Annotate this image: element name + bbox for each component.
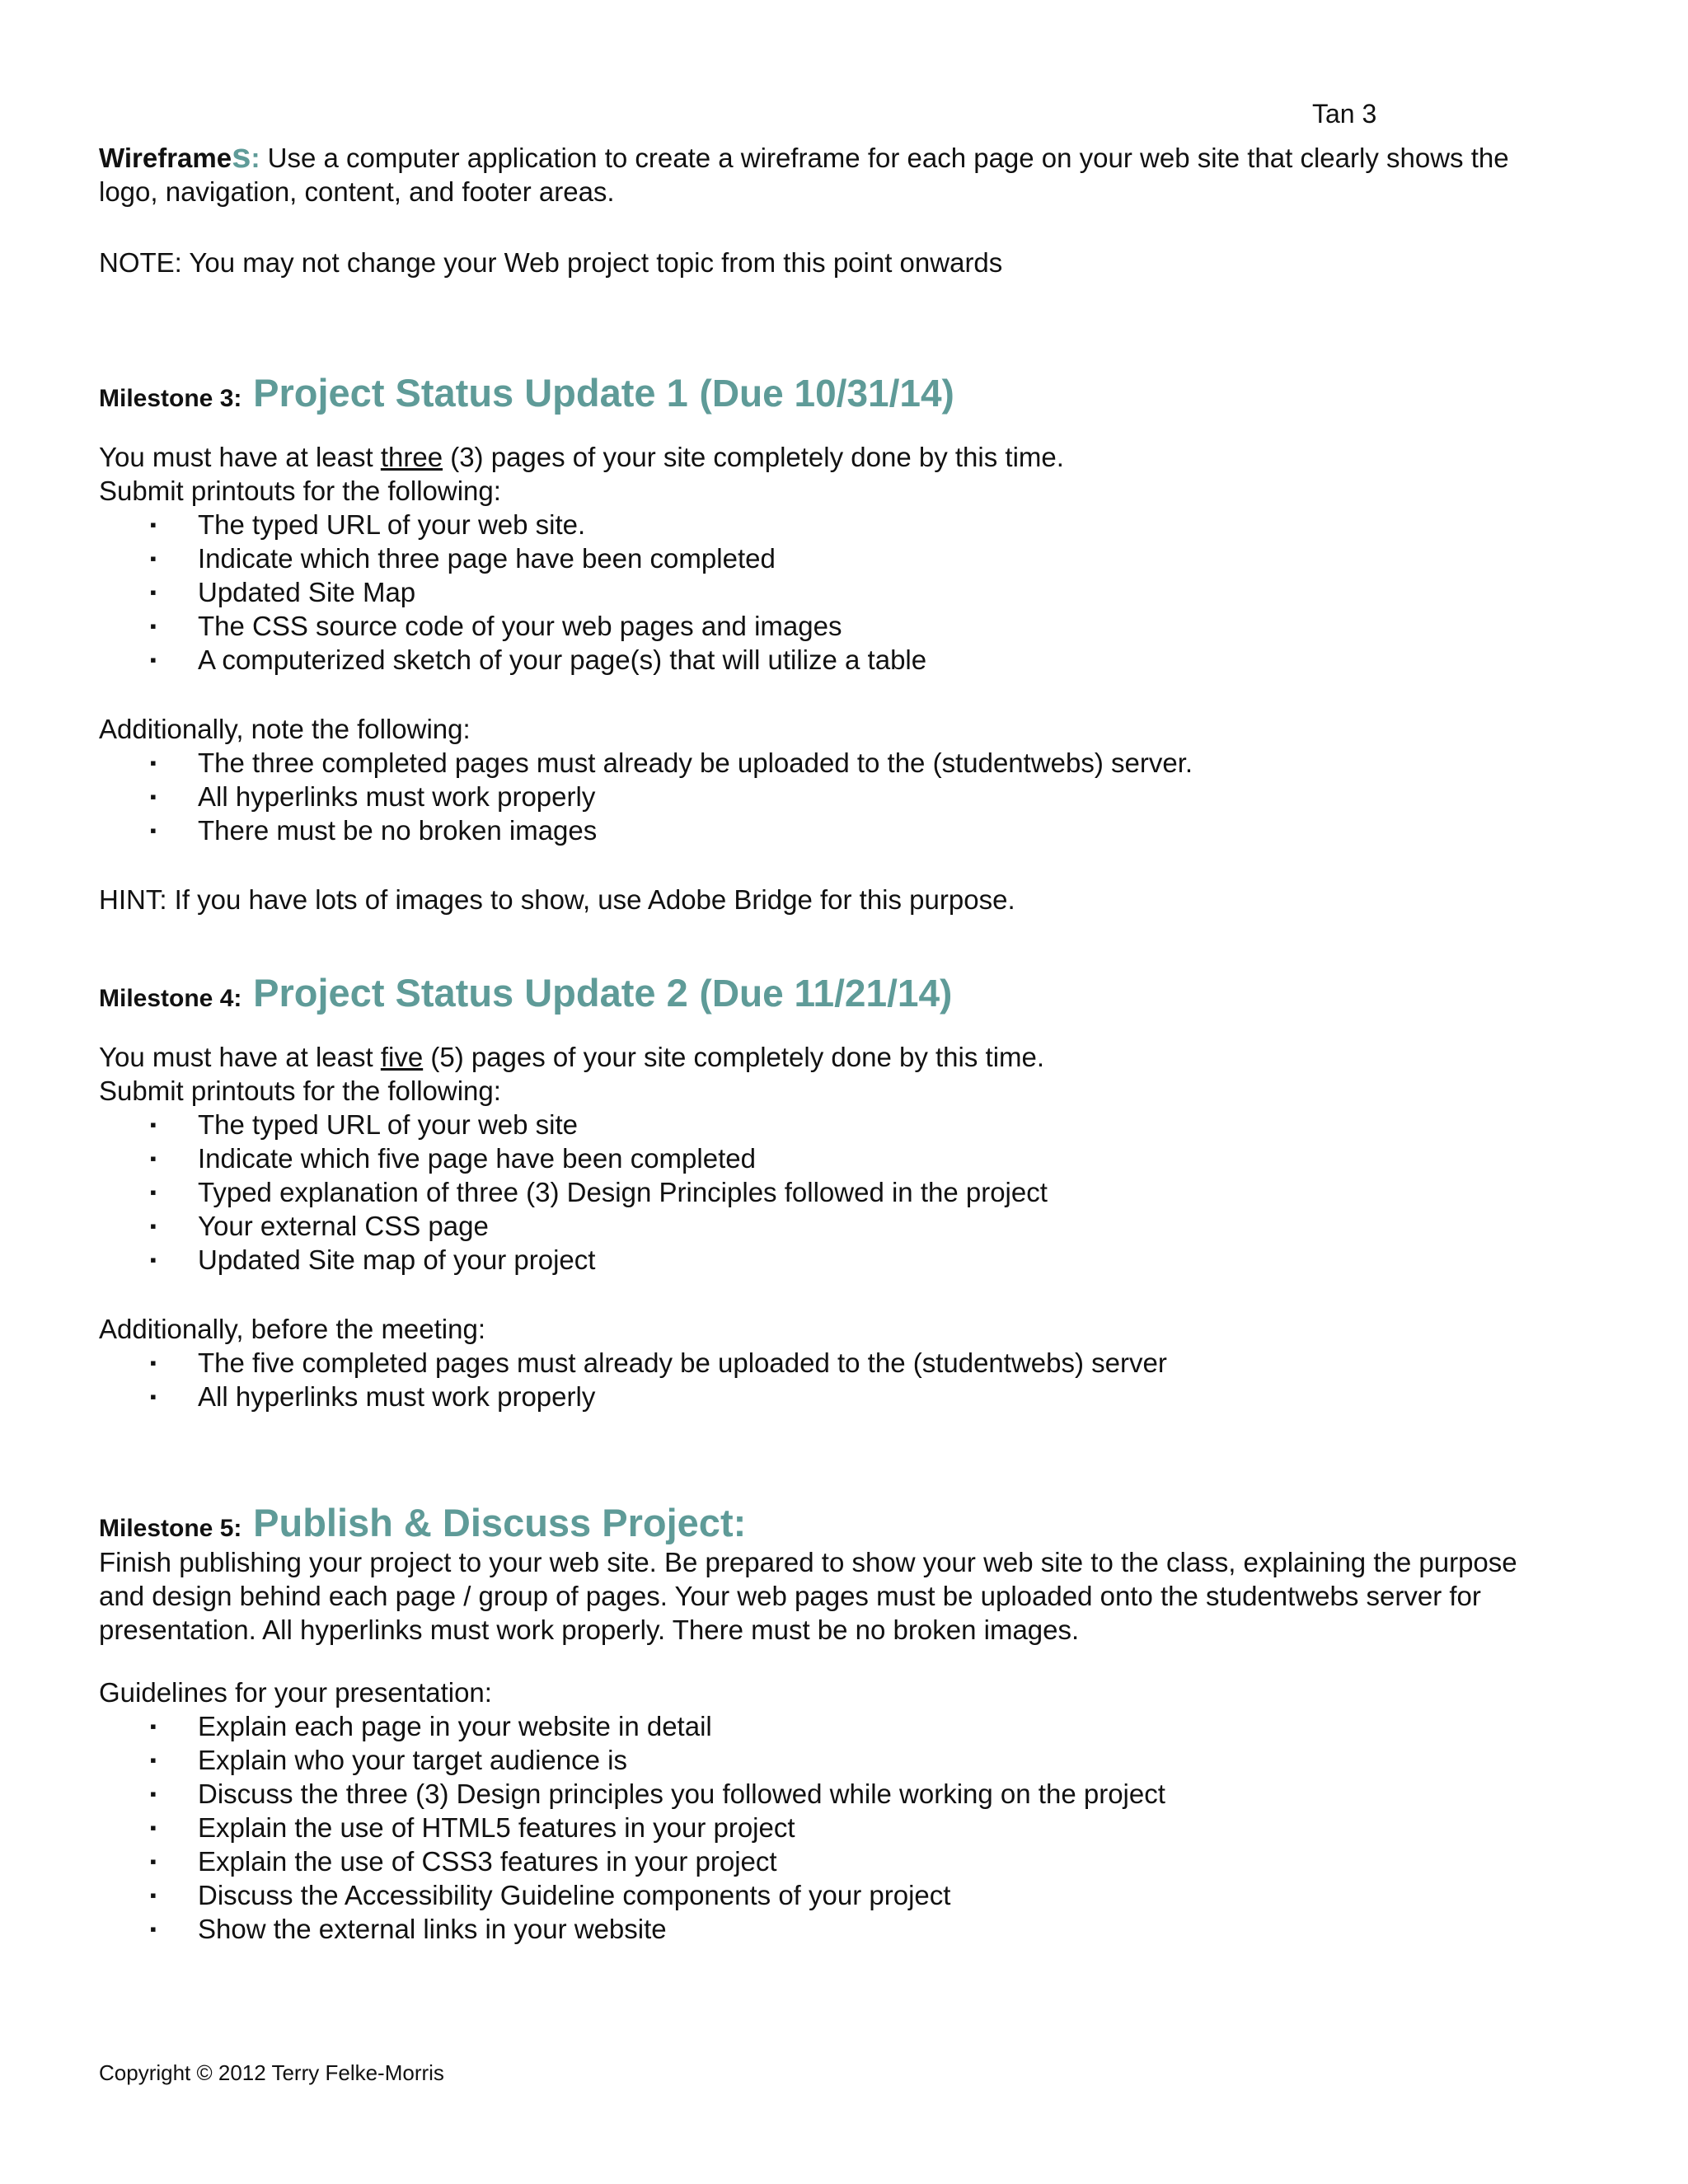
list-item-text: A computerized sketch of your page(s) that will utilize a table xyxy=(198,644,927,675)
milestone-3-label: Milestone 3: xyxy=(99,385,242,412)
bullet-icon: ▪ xyxy=(150,1783,157,1804)
copyright-footer: Copyright © 2012 Terry Felke-Morris xyxy=(99,2060,444,2085)
bullet-icon: ▪ xyxy=(150,1114,157,1135)
list-item xyxy=(150,1141,1550,1175)
wireframes-term xyxy=(99,136,251,175)
list-item-text: The typed URL of your web site. xyxy=(198,509,586,540)
milestone-5-label: Milestone 5: xyxy=(99,1515,242,1542)
milestone-4-heading xyxy=(99,971,1550,1015)
milestone-3-additional-label: Additionally, note the following: xyxy=(99,714,471,744)
milestone-4-submit-label: Submit printouts for the following: xyxy=(99,1076,501,1106)
wireframes-text: Use a computer application to create a wireframe for each page on your web site that clearly shows the logo, navigation, content, and footer areas. xyxy=(99,143,1509,207)
list-item xyxy=(150,575,1550,609)
list-item-text: Discuss the three (3) Design principles you followed while working on the project xyxy=(198,1779,1165,1809)
list-item-text: Updated Site map of your project xyxy=(198,1244,596,1275)
bullet-icon: ▪ xyxy=(150,1851,157,1872)
note-paragraph: NOTE: You may not change your Web project topic from this point onwards xyxy=(99,247,1003,278)
bullet-icon: ▪ xyxy=(150,820,157,841)
milestone-5-guidelines-list xyxy=(99,1709,1550,1946)
milestone-4-additional-label: Additionally, before the meeting: xyxy=(99,1314,486,1344)
milestone-3-hint: HINT: If you have lots of images to show, use Adobe Bridge for this purpose. xyxy=(99,884,1015,915)
list-item xyxy=(150,780,1550,813)
list-item xyxy=(150,813,1550,847)
milestone-4-due: (Due 11/21/14) xyxy=(699,972,953,1015)
list-item xyxy=(150,1380,1550,1413)
milestone-3-heading xyxy=(99,371,1550,415)
milestone-3-submit-list xyxy=(99,508,1550,677)
list-item xyxy=(150,746,1550,780)
m3-intro-emphasis: three xyxy=(380,442,443,472)
list-item-text: Show the external links in your website xyxy=(198,1914,667,1944)
list-item xyxy=(150,541,1550,575)
list-item xyxy=(150,1811,1550,1844)
bullet-icon: ▪ xyxy=(150,548,157,569)
bullet-icon: ▪ xyxy=(150,582,157,602)
bullet-icon: ▪ xyxy=(150,1386,157,1407)
bullet-icon: ▪ xyxy=(150,752,157,773)
list-item xyxy=(150,1912,1550,1946)
list-item xyxy=(150,643,1550,677)
page-number-header: Tan 3 xyxy=(1312,99,1377,129)
list-item xyxy=(150,508,1550,541)
list-item xyxy=(150,1175,1550,1209)
list-item-text: The CSS source code of your web pages and images xyxy=(198,611,842,641)
bullet-icon: ▪ xyxy=(150,1249,157,1270)
milestone-3-due: (Due 10/31/14) xyxy=(699,372,954,415)
list-item-text: Explain the use of CSS3 features in your project xyxy=(198,1846,777,1877)
bullet-icon: ▪ xyxy=(150,616,157,636)
list-item-text: Updated Site Map xyxy=(198,577,416,607)
milestone-3-additional-list xyxy=(99,746,1550,847)
list-item-text: Explain who your target audience is xyxy=(198,1745,627,1775)
m3-intro-pre: You must have at least xyxy=(99,442,381,472)
list-item-text: Indicate which three page have been completed xyxy=(198,543,776,574)
milestone-5-title: Publish & Discuss Project: xyxy=(253,1501,747,1544)
list-item-text: The three completed pages must already be uploaded to the (studentwebs) server. xyxy=(198,748,1193,778)
bullet-icon: ▪ xyxy=(150,1716,157,1736)
bullet-icon: ▪ xyxy=(150,1352,157,1373)
list-item-text: All hyperlinks must work properly xyxy=(198,781,596,812)
milestone-4-additional-list xyxy=(99,1346,1550,1413)
list-item-text: Explain the use of HTML5 features in your project xyxy=(198,1812,795,1843)
milestone-3-title: Project Status Update 1 xyxy=(253,371,688,415)
document-body xyxy=(99,138,1550,1946)
list-item xyxy=(150,1777,1550,1811)
list-item-text: All hyperlinks must work properly xyxy=(198,1381,596,1412)
list-item xyxy=(150,1743,1550,1777)
bullet-icon: ▪ xyxy=(150,786,157,807)
bullet-icon: ▪ xyxy=(150,1919,157,1939)
milestone-4-submit-list xyxy=(99,1108,1550,1277)
list-item xyxy=(150,1243,1550,1277)
bullet-icon: ▪ xyxy=(150,1817,157,1838)
list-item-text: Indicate which five page have been completed xyxy=(198,1143,756,1174)
list-item-text: There must be no broken images xyxy=(198,815,598,846)
list-item xyxy=(150,1209,1550,1243)
list-item-text: Explain each page in your website in detail xyxy=(198,1711,712,1741)
bullet-icon: ▪ xyxy=(150,649,157,670)
bullet-icon: ▪ xyxy=(150,1750,157,1770)
wireframes-term-prefix: Wireframe xyxy=(99,143,232,173)
milestone-5-heading xyxy=(99,1501,1550,1545)
wireframes-paragraph xyxy=(99,138,1550,209)
milestone-3-submit-label: Submit printouts for the following: xyxy=(99,476,501,506)
bullet-icon: ▪ xyxy=(150,1885,157,1905)
milestone-4-intro xyxy=(99,1040,1550,1074)
milestone-5-body: Finish publishing your project to your web site. Be prepared to show your web site to the class, explaining the purpose and design behind each page / group of pages. Your web pages must be uploaded onto the studentwebs server for presentation. All hyperlinks must work properly. There must be no broken images. xyxy=(99,1547,1517,1645)
wireframes-colon: : xyxy=(251,143,260,173)
milestone-3-intro xyxy=(99,440,1550,474)
milestone-4-label: Milestone 4: xyxy=(99,985,242,1012)
list-item-text: Discuss the Accessibility Guideline components of your project xyxy=(198,1880,951,1910)
bullet-icon: ▪ xyxy=(150,1216,157,1236)
milestone-5-guidelines-label: Guidelines for your presentation: xyxy=(99,1677,492,1708)
list-item xyxy=(150,1709,1550,1743)
m3-intro-post: (3) pages of your site completely done by this time. xyxy=(443,442,1064,472)
list-item-text: The typed URL of your web site xyxy=(198,1109,579,1140)
bullet-icon: ▪ xyxy=(150,1148,157,1169)
bullet-icon: ▪ xyxy=(150,1182,157,1202)
list-item-text: Your external CSS page xyxy=(198,1211,489,1241)
list-item xyxy=(150,609,1550,643)
milestone-4-title: Project Status Update 2 xyxy=(253,971,688,1015)
list-item xyxy=(150,1878,1550,1912)
m4-intro-pre: You must have at least xyxy=(99,1042,381,1072)
list-item xyxy=(150,1346,1550,1380)
list-item xyxy=(150,1108,1550,1141)
wireframes-term-suffix: s xyxy=(232,136,251,175)
list-item xyxy=(150,1844,1550,1878)
bullet-icon: ▪ xyxy=(150,514,157,535)
m4-intro-post: (5) pages of your site completely done by this time. xyxy=(423,1042,1045,1072)
list-item-text: Typed explanation of three (3) Design Principles followed in the project xyxy=(198,1177,1048,1207)
m4-intro-emphasis: five xyxy=(380,1042,424,1072)
list-item-text: The five completed pages must already be uploaded to the (studentwebs) server xyxy=(198,1347,1167,1378)
